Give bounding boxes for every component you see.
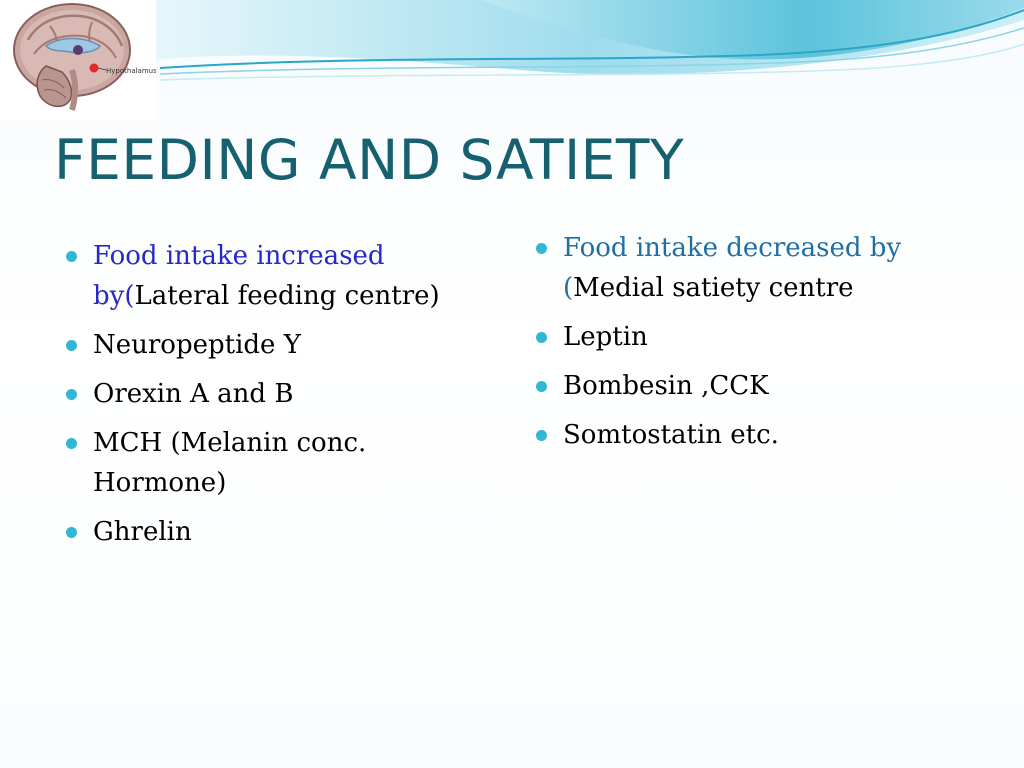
bullet-icon (66, 389, 77, 400)
decreased-intake-list (533, 228, 1003, 464)
list-item-text: Somtostatin etc. (563, 420, 779, 450)
increased-by-label: Food intake increased by( (93, 241, 385, 311)
list-item-text: Bombesin ,CCK (563, 371, 769, 401)
medial-satiety-centre: Medial satiety centre (573, 273, 854, 303)
list-item (533, 366, 1003, 406)
list-item (533, 228, 1003, 308)
list-item (63, 512, 493, 552)
list-item (63, 236, 493, 316)
bullet-icon (536, 243, 547, 254)
lateral-feeding-centre: Lateral feeding centre) (134, 281, 440, 311)
list-item-text: Neuropeptide Y (93, 330, 301, 360)
bullet-icon (536, 430, 547, 441)
bullet-icon (66, 340, 77, 351)
list-item (533, 415, 1003, 455)
bullet-icon (66, 438, 77, 449)
bullet-icon (66, 251, 77, 262)
decreased-by-label: Food intake decreased by ( (563, 233, 902, 303)
bullet-icon (66, 527, 77, 538)
list-item-text: Ghrelin (93, 517, 192, 547)
slide-title: FEEDING AND SATIETY (54, 128, 685, 192)
list-item (63, 423, 493, 503)
list-item (63, 325, 493, 365)
hypothalamus-label: Hypothalamus (106, 67, 156, 75)
list-item-text: MCH (Melanin conc. Hormone) (93, 428, 367, 498)
bullet-icon (536, 332, 547, 343)
list-item-text: Orexin A and B (93, 379, 294, 409)
list-item (533, 317, 1003, 357)
brain-hypothalamus-illustration (0, 0, 156, 120)
bullet-icon (536, 381, 547, 392)
increased-intake-list (63, 236, 493, 561)
list-item (63, 374, 493, 414)
list-item-text: Leptin (563, 322, 648, 352)
